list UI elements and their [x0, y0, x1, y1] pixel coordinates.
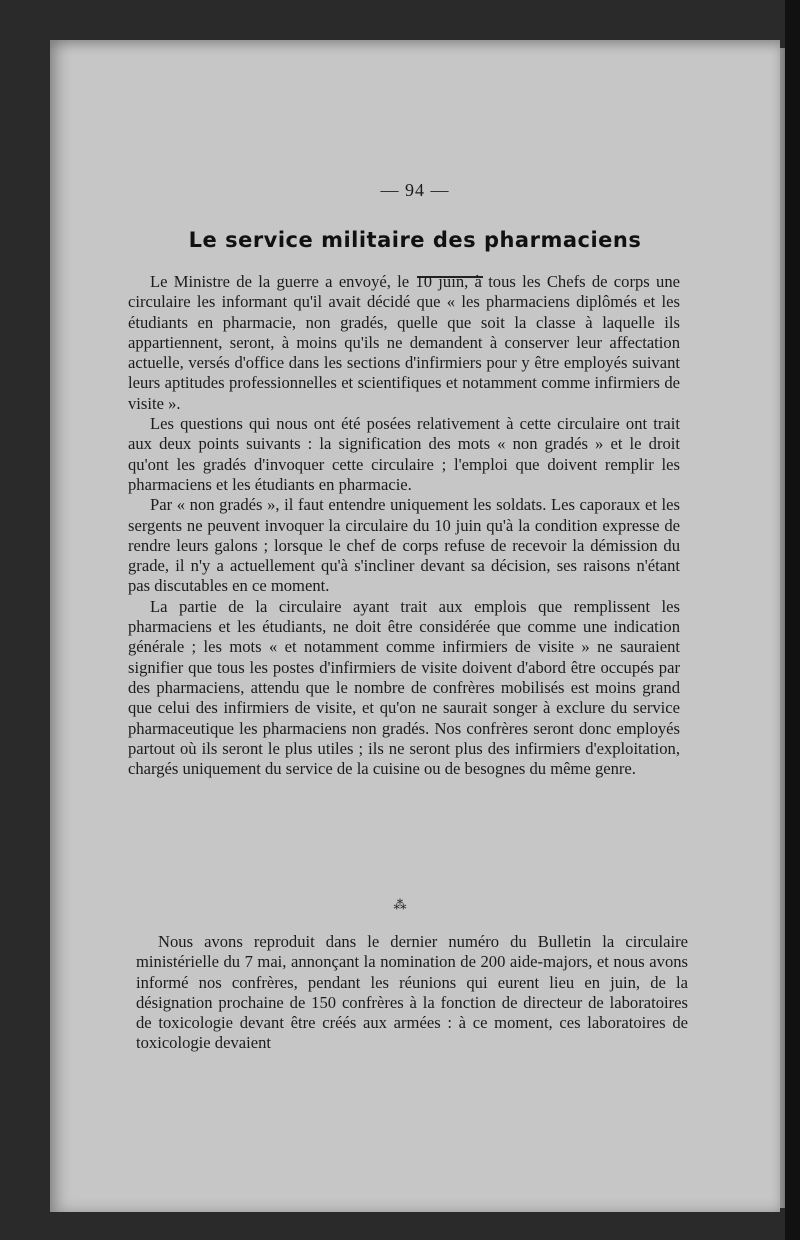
paragraph-3: Par « non gradés », il faut entendre uniquement les soldats. Les caporaux et les sergents ne peuvent invoquer la circulaire du 10 juin qu'à la condition expresse de rendre leurs galons ; lorsque le chef de corps refuse de recevoir la démission du grade, il n'y a actuellement qu'à s'incliner devant sa décision, ses raisons n'étant pas discutables en ce moment.: [128, 495, 680, 596]
paragraph-2: Les questions qui nous ont été posées relativement à cette circulaire ont trait aux deux points suivants : la signification des mots « non gradés » et le droit qu'ont les gradés d'invoquer cette circulaire ; l'emploi que doivent remplir les pharmaciens et les étudiants en pharmacie.: [128, 414, 680, 494]
article-title: Le service militaire des pharmaciens: [188, 228, 642, 252]
article-body: [128, 272, 680, 779]
page-number: — 94 —: [380, 180, 450, 200]
paragraph-4: La partie de la circulaire ayant trait aux emplois que remplissent les pharmaciens et les étudiants, ne doit être considérée que comme une indication générale ; les mots « et notamment comme infirmiers de visite » ne sauraient signifier que tous les postes d'infirmiers de visite doivent d'abord être occupés par des pharmaciens, attendu que le nombre de confrères mobilisés est moins grand que celui des infirmiers de visite, et qu'on ne saurait songer à exclure du service pharmaceutique les pharmaciens non gradés. Nos confrères seront donc employés partout où ils seront le plus utiles ; ils ne seront plus des infirmiers d'exploitation, chargés uniquement du service de la cuisine ou de besognes du même genre.: [128, 596, 680, 779]
paragraph-5: Nous avons reproduit dans le dernier numéro du Bulletin la circulaire ministérielle du 7 mai, annonçant la nomination de 200 aide-majors, et nous avons informé nos confrères, pendant les réunions qui eurent lieu en juin, de la désignation prochaine de 150 confrères à la fonction de directeur de laboratoires de toxicologie devant être créés aux armées : à ce moment, ces laboratoires de toxicologie devaient: [136, 932, 688, 1053]
scan-right-border: [785, 0, 800, 1240]
article-body-continued: [136, 932, 688, 1054]
paragraph-1: Le Ministre de la guerre a envoyé, le 10 juin, à tous les Chefs de corps une circulaire les informant qu'il avait décidé que « les pharmaciens diplômés et les étudiants en pharmacie, non gradés, quelle que soit la classe à laquelle ils appartiennent, seront, à moins qu'ils ne demandent à conserver leur affectation actuelle, versés d'office dans les sections d'infirmiers pour y être employés suivant leurs aptitudes professionnelles et scientifiques et notamment comme infirmiers de visite ».: [128, 272, 680, 413]
section-asterism: ⁂: [393, 897, 407, 912]
